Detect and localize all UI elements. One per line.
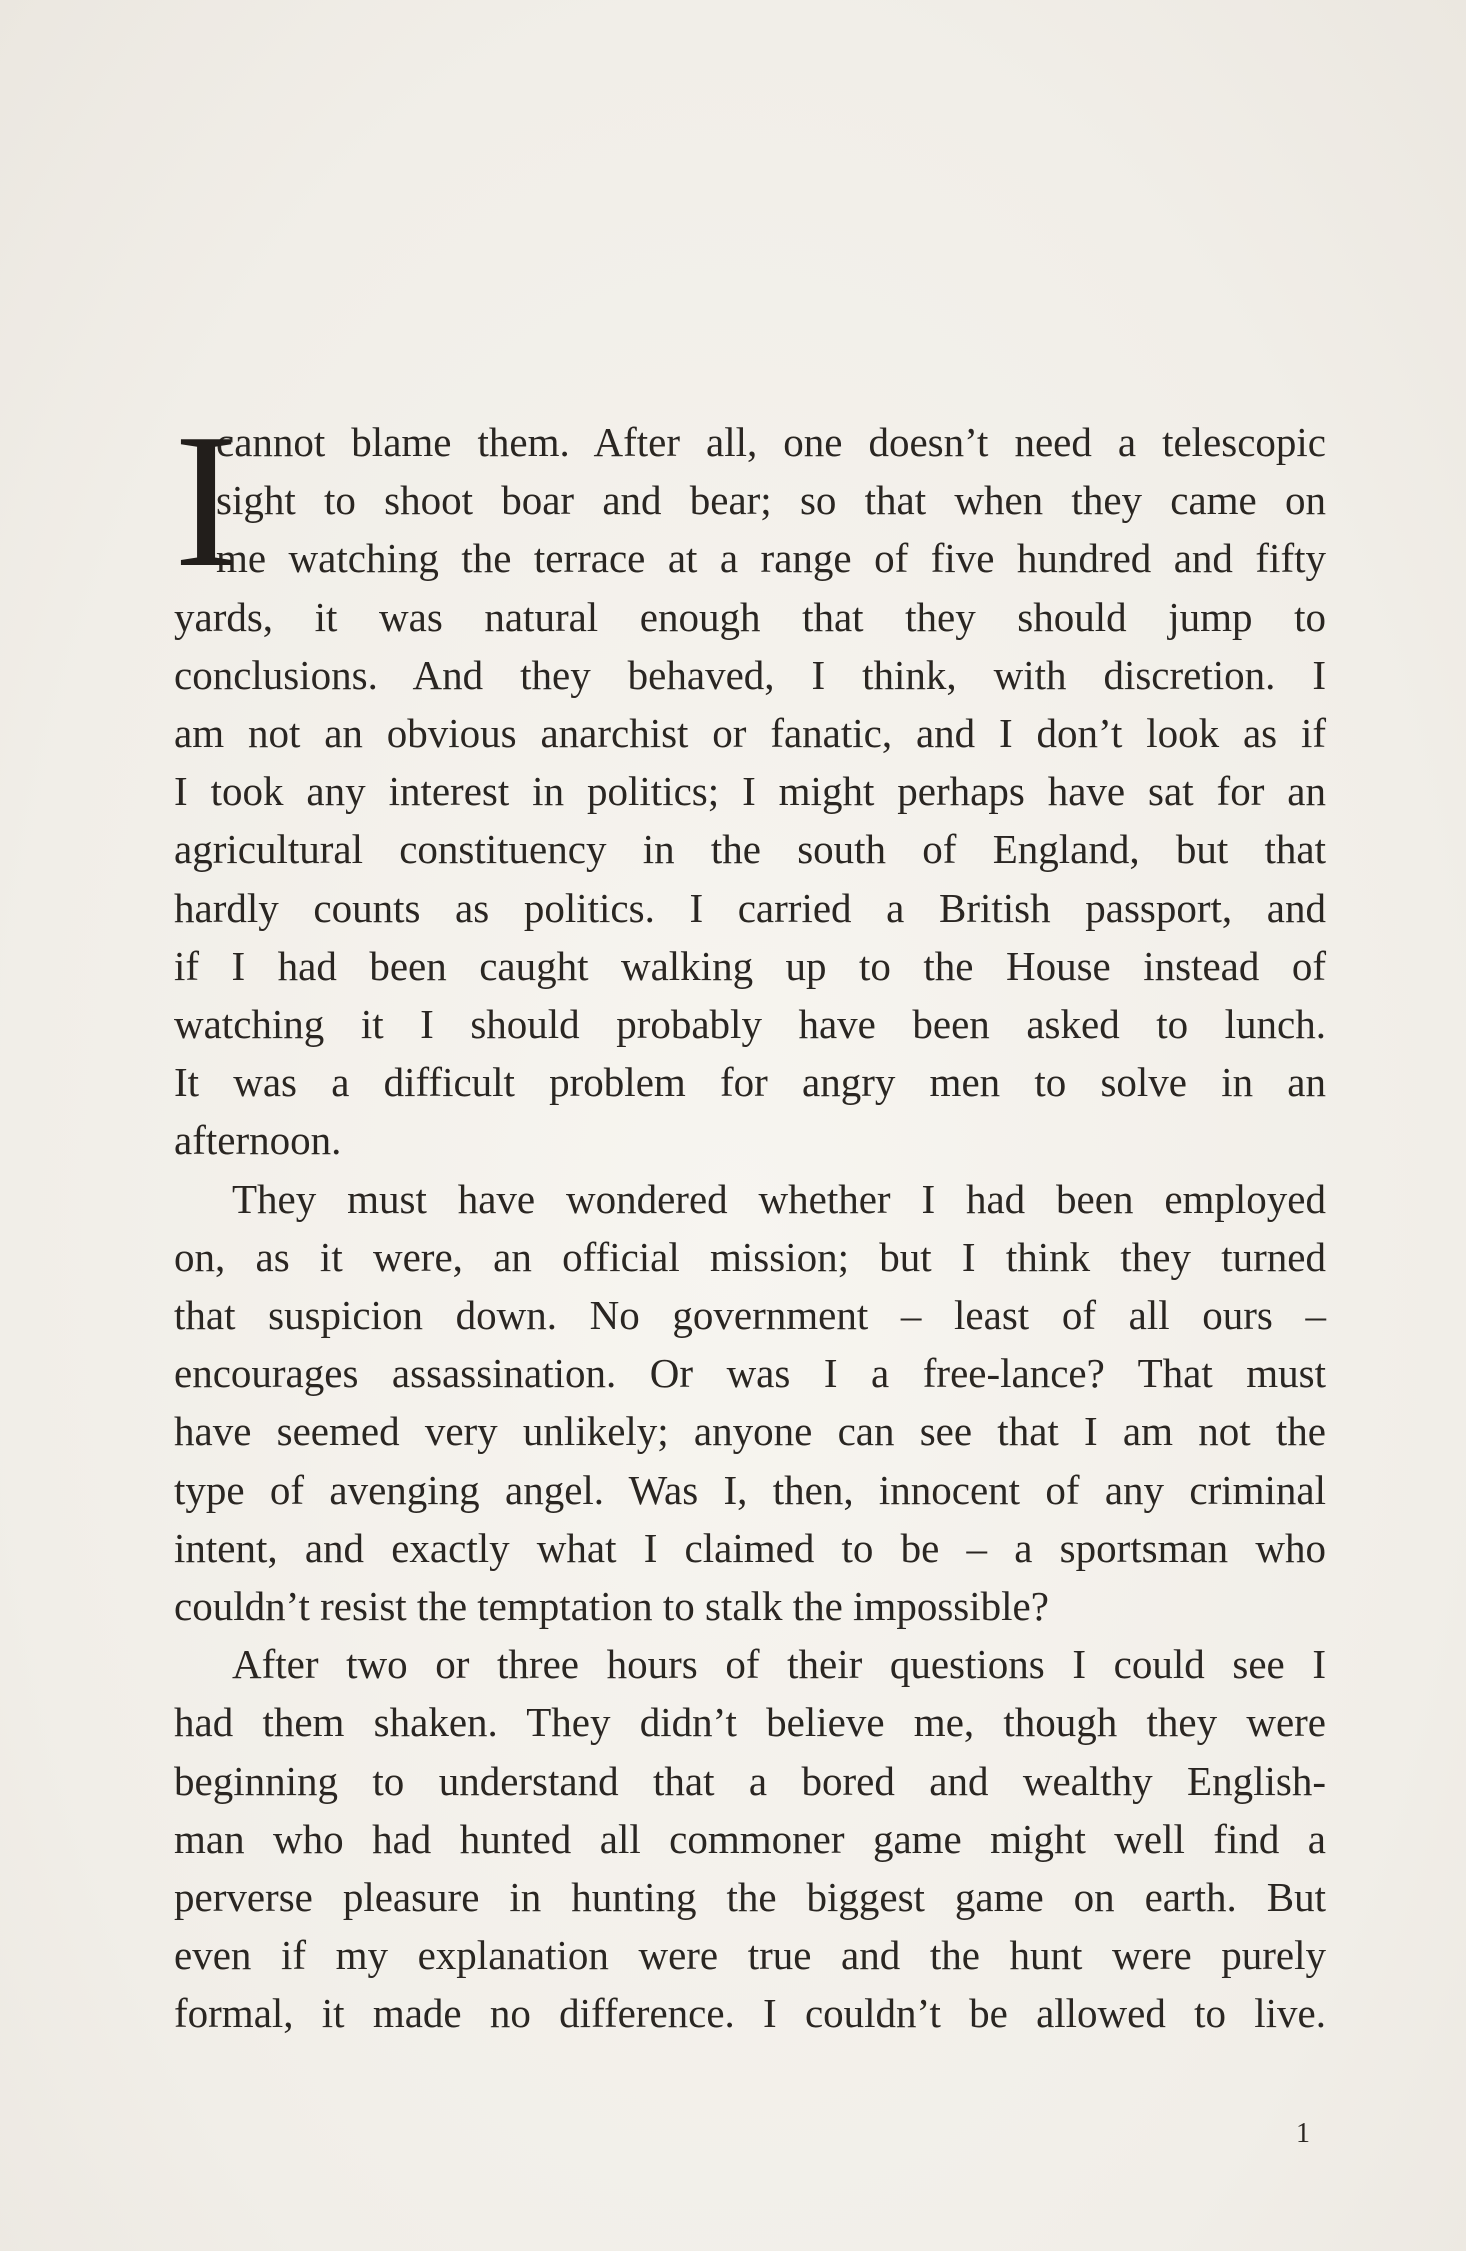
text-line: on, as it were, an official mission; but I think they turned — [174, 1233, 1326, 1280]
text-line: cannot blame them. After all, one doesn’t need a telescopic — [216, 419, 1326, 465]
body-text — [174, 394, 1326, 2043]
text-line: am not an obvious anarchist or fanatic, and I don’t look as if — [174, 710, 1326, 757]
paragraph-3 — [174, 1635, 1326, 2042]
text-line: sight to shoot boar and bear; so that when they came on — [216, 477, 1326, 524]
text-line: me watching the terrace at a range of five hundred and fifty — [216, 535, 1326, 582]
text-line: After two or three hours of their questions I could see I — [232, 1641, 1326, 1688]
text-line: if I had been caught walking up to the House instead of — [174, 942, 1326, 989]
text-line: agricultural constituency in the south of England, but that — [174, 826, 1326, 873]
text-line: They must have wondered whether I had been employed — [232, 1175, 1326, 1222]
text-line: It was a difficult problem for angry men to solve in an — [174, 1059, 1326, 1106]
text-line: formal, it made no difference. I couldn’t be allowed to live. — [174, 1990, 1326, 2037]
text-line: watching it I should probably have been asked to lunch. — [174, 1001, 1326, 1048]
text-line: perverse pleasure in hunting the biggest game on earth. But — [174, 1874, 1326, 1921]
text-line: type of avenging angel. Was I, then, innocent of any criminal — [174, 1466, 1326, 1513]
paragraph-1 — [174, 394, 1326, 1170]
text-line: couldn’t resist the temptation to stalk the impossible? — [174, 1583, 1049, 1630]
text-line: conclusions. And they behaved, I think, with discretion. I — [174, 651, 1326, 698]
text-line: afternoon. — [174, 1117, 342, 1164]
text-line: beginning to understand that a bored and wealthy English- — [174, 1757, 1326, 1804]
paragraph-2 — [174, 1170, 1326, 1636]
text-line: have seemed very unlikely; anyone can see that I am not the — [174, 1408, 1326, 1455]
text-line: hardly counts as politics. I carried a British passport, and — [174, 884, 1326, 931]
text-line: intent, and exactly what I claimed to be – a sportsman who — [174, 1524, 1326, 1571]
text-line: yards, it was natural enough that they should jump to — [174, 593, 1326, 640]
text-line: even if my explanation were true and the hunt were purely — [174, 1932, 1326, 1979]
page-number: 1 — [1296, 2118, 1310, 2149]
text-line: I took any interest in politics; I might perhaps have sat for an — [174, 768, 1326, 815]
drop-cap: I — [174, 394, 238, 607]
text-line: had them shaken. They didn’t believe me, though they were — [174, 1699, 1326, 1746]
text-line: that suspicion down. No government – least of all ours – — [174, 1292, 1326, 1339]
text-line: encourages assassination. Or was I a free-lance? That must — [174, 1350, 1326, 1397]
text-line: man who had hunted all commoner game might well find a — [174, 1815, 1326, 1862]
